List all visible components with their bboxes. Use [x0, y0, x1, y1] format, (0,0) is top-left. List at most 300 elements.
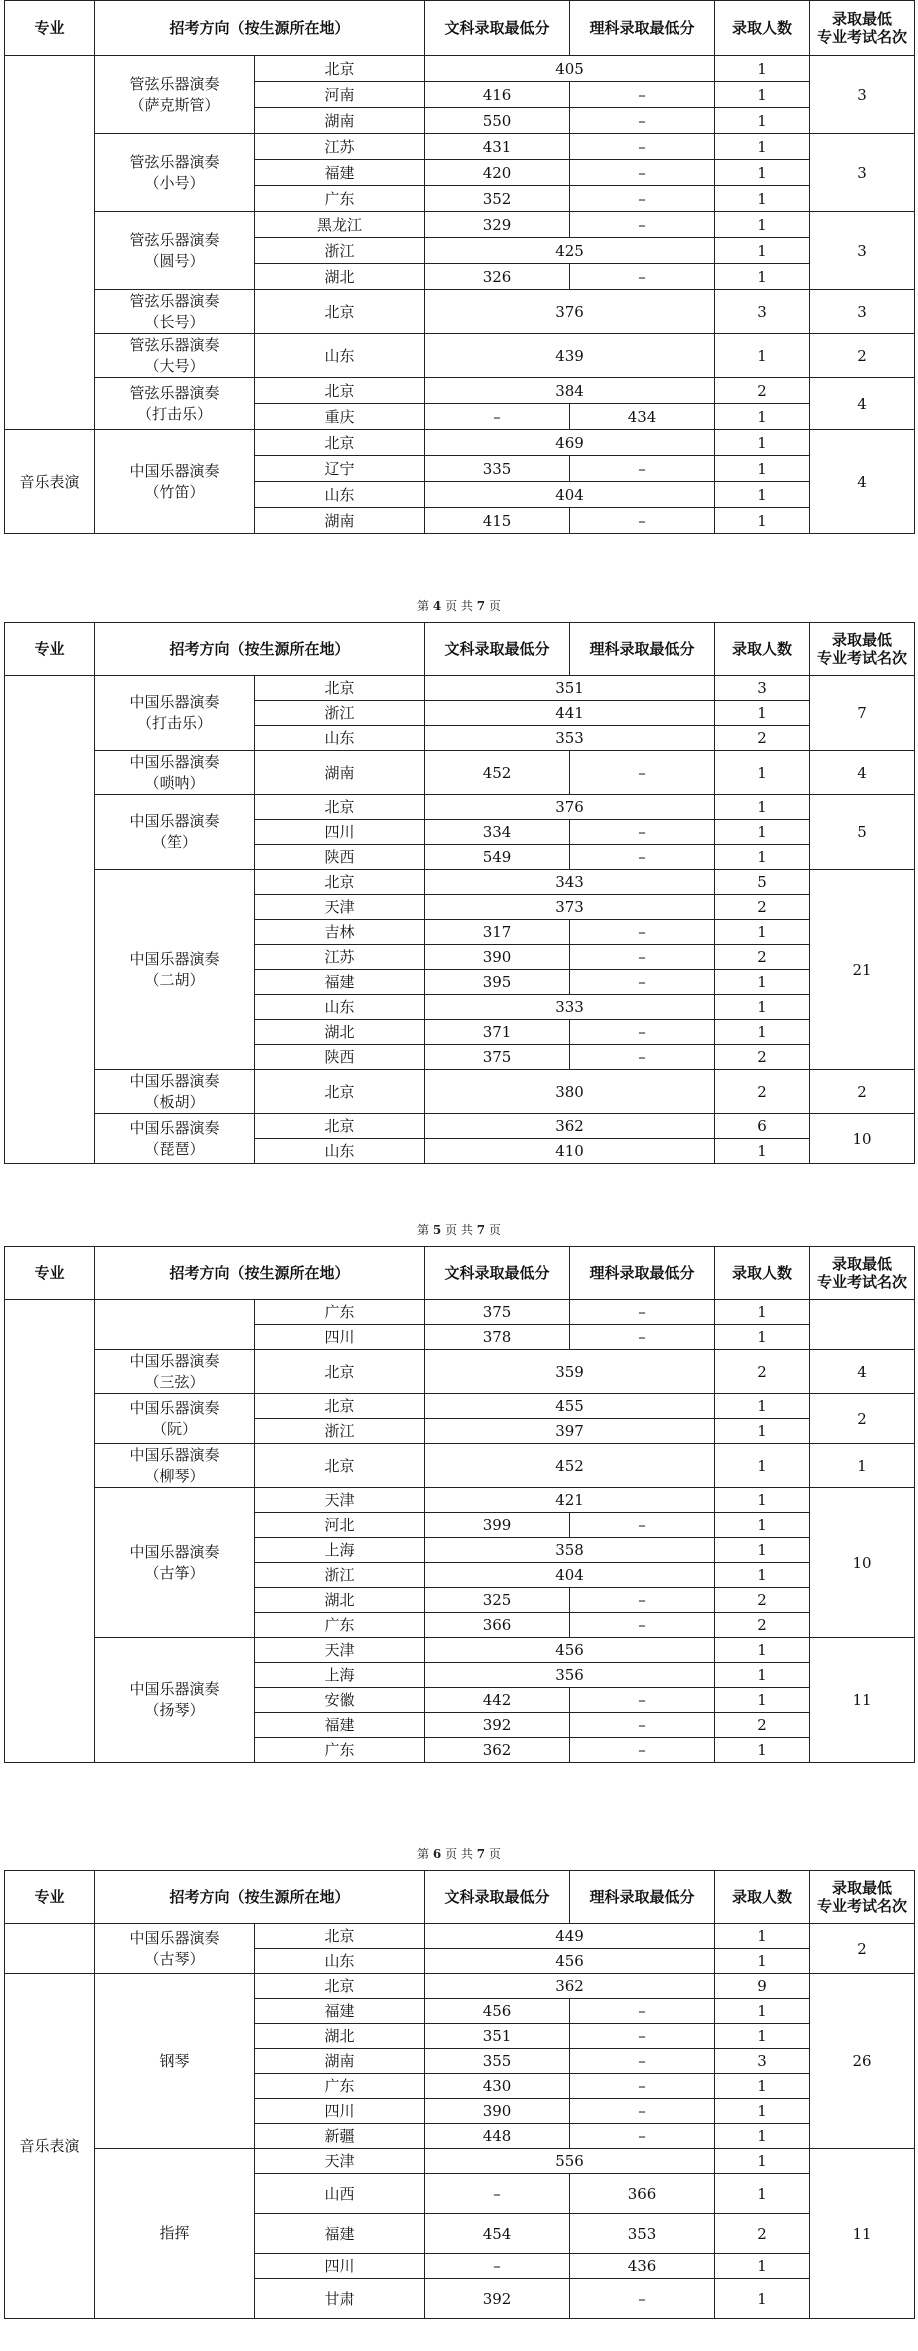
table-row [5, 751, 915, 795]
arts-min-cell: 416 [425, 82, 570, 108]
science-min-cell: – [570, 751, 715, 795]
min-score-cell: 410 [425, 1139, 715, 1164]
science-min-cell: – [570, 508, 715, 534]
header-row [5, 1871, 915, 1924]
admitted-cell: 1 [715, 456, 810, 482]
admitted-cell: 1 [715, 212, 810, 238]
province-cell: 北京 [255, 1350, 425, 1394]
rank-cell: 3 [810, 212, 915, 290]
direction-instrument: （柳琴） [144, 1466, 205, 1485]
arts-min-cell: 392 [425, 1713, 570, 1738]
rank-cell: 11 [810, 2149, 915, 2319]
rank-cell: 10 [810, 1488, 915, 1638]
direction-instrument: （板胡） [144, 1092, 205, 1111]
arts-min-cell: 395 [425, 970, 570, 995]
admitted-cell: 1 [715, 970, 810, 995]
rank-cell: 2 [810, 1394, 915, 1444]
direction-name: 中国乐器演奏 [129, 1071, 220, 1090]
science-min-cell: – [570, 134, 715, 160]
province-cell: 甘肃 [255, 2279, 425, 2319]
min-score-cell: 449 [425, 1924, 715, 1949]
admitted-cell: 2 [715, 726, 810, 751]
admitted-cell: 1 [715, 334, 810, 378]
science-min-cell: – [570, 1999, 715, 2024]
admitted-cell: 1 [715, 845, 810, 870]
admitted-cell: 1 [715, 1394, 810, 1419]
admitted-cell: 2 [715, 1045, 810, 1070]
direction-cell [95, 1444, 255, 1488]
admitted-cell: 1 [715, 1444, 810, 1488]
science-min-cell: – [570, 2124, 715, 2149]
admission-table-section [4, 622, 914, 1164]
direction-cell [95, 134, 255, 212]
arts-min-cell: 456 [425, 1999, 570, 2024]
direction-name: 指挥 [159, 2224, 190, 2242]
arts-min-cell: 325 [425, 1588, 570, 1613]
min-score-cell: 353 [425, 726, 715, 751]
province-cell: 广东 [255, 1738, 425, 1763]
direction-name: 管弦乐器演奏 [129, 383, 220, 402]
arts-min-cell: 550 [425, 108, 570, 134]
science-min-cell: – [570, 1300, 715, 1325]
admitted-cell: 1 [715, 795, 810, 820]
science-min-cell: – [570, 456, 715, 482]
rank-cell: 3 [810, 134, 915, 212]
direction-name: 中国乐器演奏 [129, 752, 220, 771]
rank-cell: 4 [810, 1350, 915, 1394]
province-cell: 四川 [255, 2099, 425, 2124]
province-cell: 北京 [255, 1444, 425, 1488]
province-cell: 湖南 [255, 108, 425, 134]
header-admitted: 录取人数 [715, 623, 810, 676]
table-row [5, 1638, 915, 1663]
table-row [5, 1114, 915, 1139]
direction-instrument: （古筝） [144, 1563, 205, 1582]
header-direction: 招考方向（按生源所在地） [95, 1247, 425, 1300]
arts-min-cell: 454 [425, 2214, 570, 2254]
arts-min-cell: 549 [425, 845, 570, 870]
admitted-cell: 1 [715, 1300, 810, 1325]
min-score-cell: 405 [425, 56, 715, 82]
direction-name: 中国乐器演奏 [129, 949, 220, 968]
major-cell [5, 1924, 95, 1974]
direction-name: 中国乐器演奏 [129, 1542, 220, 1561]
admitted-cell: 1 [715, 82, 810, 108]
province-cell: 北京 [255, 1114, 425, 1139]
province-cell: 山东 [255, 482, 425, 508]
min-score-cell: 333 [425, 995, 715, 1020]
province-cell: 安徽 [255, 1688, 425, 1713]
admitted-cell: 1 [715, 1538, 810, 1563]
direction-instrument: （古琴） [144, 1949, 205, 1968]
major-cell [5, 56, 95, 430]
arts-min-cell: 375 [425, 1300, 570, 1325]
arts-min-cell: – [425, 2174, 570, 2214]
province-cell: 山东 [255, 995, 425, 1020]
min-score-cell: 362 [425, 1114, 715, 1139]
rank-cell: 11 [810, 1638, 915, 1763]
province-cell: 福建 [255, 1999, 425, 2024]
admitted-cell: 1 [715, 134, 810, 160]
min-score-cell: 556 [425, 2149, 715, 2174]
admitted-cell: 2 [715, 378, 810, 404]
arts-min-cell: 431 [425, 134, 570, 160]
header-admitted: 录取人数 [715, 1871, 810, 1924]
science-min-cell: 366 [570, 2174, 715, 2214]
footer-prefix: 第 [417, 1223, 433, 1237]
admitted-cell: 1 [715, 56, 810, 82]
province-cell: 湖北 [255, 2024, 425, 2049]
direction-name: 管弦乐器演奏 [129, 74, 220, 93]
major-cell: 音乐表演 [5, 430, 95, 534]
direction-name: 管弦乐器演奏 [129, 291, 220, 310]
province-cell: 天津 [255, 895, 425, 920]
direction-name: 中国乐器演奏 [129, 1445, 220, 1464]
province-cell: 北京 [255, 795, 425, 820]
admission-table [4, 1246, 915, 1763]
province-cell: 新疆 [255, 2124, 425, 2149]
province-cell: 湖南 [255, 751, 425, 795]
header-major: 专业 [5, 1871, 95, 1924]
header-admitted: 录取人数 [715, 1247, 810, 1300]
direction-name: 中国乐器演奏 [129, 1351, 220, 1370]
admitted-cell: 1 [715, 108, 810, 134]
rank-cell: 3 [810, 290, 915, 334]
header-science-min: 理科录取最低分 [570, 1871, 715, 1924]
rank-cell: 2 [810, 334, 915, 378]
min-score-cell: 439 [425, 334, 715, 378]
direction-cell [95, 1488, 255, 1638]
admitted-cell: 1 [715, 1513, 810, 1538]
rank-cell: 4 [810, 378, 915, 430]
admitted-cell: 1 [715, 701, 810, 726]
admitted-cell: 2 [715, 895, 810, 920]
arts-min-cell: 352 [425, 186, 570, 212]
header-science-min: 理科录取最低分 [570, 1247, 715, 1300]
admitted-cell: 2 [715, 2214, 810, 2254]
science-min-cell: – [570, 160, 715, 186]
science-min-cell: – [570, 108, 715, 134]
province-cell: 广东 [255, 1613, 425, 1638]
header-arts-min: 文科录取最低分 [425, 1, 570, 56]
direction-instrument: （打击乐） [136, 714, 212, 732]
province-cell: 广东 [255, 186, 425, 212]
direction-cell [95, 751, 255, 795]
arts-min-cell: 430 [425, 2074, 570, 2099]
header-direction: 招考方向（按生源所在地） [95, 623, 425, 676]
arts-min-cell: 355 [425, 2049, 570, 2074]
direction-cell [95, 2149, 255, 2319]
province-cell: 吉林 [255, 920, 425, 945]
table-row [5, 134, 915, 160]
rank-cell: 4 [810, 751, 915, 795]
min-score-cell: 373 [425, 895, 715, 920]
header-rank [810, 623, 915, 676]
header-rank-line2: 专业考试名次 [817, 649, 908, 667]
min-score-cell: 384 [425, 378, 715, 404]
province-cell: 上海 [255, 1663, 425, 1688]
rank-cell: 7 [810, 676, 915, 751]
arts-min-cell: 317 [425, 920, 570, 945]
science-min-cell: – [570, 186, 715, 212]
table-row [5, 2149, 915, 2174]
science-min-cell: – [570, 1613, 715, 1638]
science-min-cell: – [570, 970, 715, 995]
province-cell: 湖北 [255, 1588, 425, 1613]
direction-name: 中国乐器演奏 [129, 693, 220, 711]
arts-min-cell: 452 [425, 751, 570, 795]
footer-mid: 页 共 [441, 1223, 477, 1237]
admitted-cell: 2 [715, 1613, 810, 1638]
science-min-cell: 353 [570, 2214, 715, 2254]
science-min-cell: – [570, 820, 715, 845]
min-score-cell: 351 [425, 676, 715, 701]
direction-instrument: （阮） [151, 1419, 197, 1438]
page-number-footer [4, 1845, 914, 1862]
admitted-cell: 1 [715, 1563, 810, 1588]
science-min-cell: – [570, 2279, 715, 2319]
admitted-cell: 1 [715, 1488, 810, 1513]
header-direction: 招考方向（按生源所在地） [95, 1871, 425, 1924]
province-cell: 北京 [255, 676, 425, 701]
province-cell: 天津 [255, 1638, 425, 1663]
admission-table-section [4, 1246, 914, 1763]
arts-min-cell: – [425, 2254, 570, 2279]
province-cell: 福建 [255, 2214, 425, 2254]
province-cell: 河北 [255, 1513, 425, 1538]
footer-total: 7 [476, 599, 486, 613]
province-cell: 山东 [255, 334, 425, 378]
table-row [5, 1070, 915, 1114]
min-score-cell: 376 [425, 290, 715, 334]
province-cell: 北京 [255, 290, 425, 334]
admission-table-section [4, 0, 914, 534]
science-min-cell: – [570, 1738, 715, 1763]
direction-name: 中国乐器演奏 [129, 1118, 220, 1137]
province-cell: 广东 [255, 1300, 425, 1325]
footer-page: 6 [432, 1847, 442, 1861]
admitted-cell: 1 [715, 1638, 810, 1663]
footer-page: 5 [432, 1223, 442, 1237]
table-row [5, 334, 915, 378]
science-min-cell: 434 [570, 404, 715, 430]
arts-min-cell: – [425, 404, 570, 430]
table-row [5, 1924, 915, 1949]
header-arts-min: 文科录取最低分 [425, 623, 570, 676]
rank-cell: 1 [810, 1444, 915, 1488]
min-score-cell: 380 [425, 1070, 715, 1114]
admitted-cell: 9 [715, 1974, 810, 1999]
rank-cell [810, 1300, 915, 1350]
min-score-cell: 397 [425, 1419, 715, 1444]
direction-cell [95, 430, 255, 534]
table-row [5, 290, 915, 334]
admitted-cell: 5 [715, 870, 810, 895]
direction-cell [95, 56, 255, 134]
province-cell: 广东 [255, 2074, 425, 2099]
admission-table [4, 0, 915, 534]
admitted-cell: 1 [715, 2254, 810, 2279]
admitted-cell: 1 [715, 2149, 810, 2174]
arts-min-cell: 371 [425, 1020, 570, 1045]
table-row [5, 1488, 915, 1513]
admitted-cell: 1 [715, 1688, 810, 1713]
province-cell: 北京 [255, 430, 425, 456]
rank-cell: 3 [810, 56, 915, 134]
rank-cell: 10 [810, 1114, 915, 1164]
header-rank-line1: 录取最低 [832, 1255, 893, 1273]
rank-cell: 5 [810, 795, 915, 870]
province-cell: 山东 [255, 1949, 425, 1974]
direction-instrument: （大号） [144, 356, 205, 375]
table-row [5, 1350, 915, 1394]
admission-table [4, 1870, 915, 2319]
footer-total: 7 [476, 1847, 486, 1861]
direction-cell [95, 290, 255, 334]
province-cell: 福建 [255, 1713, 425, 1738]
province-cell: 福建 [255, 970, 425, 995]
rank-cell: 21 [810, 870, 915, 1070]
province-cell: 浙江 [255, 238, 425, 264]
rank-cell: 2 [810, 1070, 915, 1114]
direction-cell [95, 212, 255, 290]
direction-instrument: （竹笛） [144, 482, 205, 501]
header-science-min: 理科录取最低分 [570, 1, 715, 56]
direction-name: 钢琴 [159, 2051, 190, 2070]
direction-cell [95, 1350, 255, 1394]
table-row [5, 430, 915, 456]
arts-min-cell: 378 [425, 1325, 570, 1350]
min-score-cell: 421 [425, 1488, 715, 1513]
header-rank-line1: 录取最低 [832, 10, 893, 28]
province-cell: 浙江 [255, 1419, 425, 1444]
footer-suffix: 页 [485, 1223, 501, 1237]
direction-instrument: （萨克斯管） [129, 95, 220, 114]
province-cell: 四川 [255, 1325, 425, 1350]
header-direction: 招考方向（按生源所在地） [95, 1, 425, 56]
province-cell: 湖北 [255, 264, 425, 290]
admitted-cell: 1 [715, 508, 810, 534]
major-cell [5, 676, 95, 1164]
min-score-cell: 359 [425, 1350, 715, 1394]
table-row [5, 212, 915, 238]
min-score-cell: 469 [425, 430, 715, 456]
admitted-cell: 1 [715, 2074, 810, 2099]
table-row [5, 378, 915, 404]
province-cell: 江苏 [255, 134, 425, 160]
admitted-cell: 2 [715, 1713, 810, 1738]
header-row [5, 623, 915, 676]
direction-instrument: （三弦） [144, 1372, 205, 1391]
science-min-cell: – [570, 845, 715, 870]
province-cell: 河南 [255, 82, 425, 108]
direction-cell [95, 1114, 255, 1164]
arts-min-cell: 415 [425, 508, 570, 534]
admission-table [4, 622, 915, 1164]
arts-min-cell: 334 [425, 820, 570, 845]
direction-cell [95, 1924, 255, 1974]
arts-min-cell: 442 [425, 1688, 570, 1713]
arts-min-cell: 390 [425, 2099, 570, 2124]
science-min-cell: – [570, 264, 715, 290]
direction-instrument: （小号） [144, 173, 205, 192]
admitted-cell: 2 [715, 1588, 810, 1613]
arts-min-cell: 392 [425, 2279, 570, 2319]
science-min-cell: – [570, 2049, 715, 2074]
header-arts-min: 文科录取最低分 [425, 1247, 570, 1300]
direction-instrument: （琵琶） [144, 1139, 205, 1158]
science-min-cell: – [570, 1688, 715, 1713]
province-cell: 北京 [255, 1924, 425, 1949]
footer-page: 4 [432, 599, 442, 613]
arts-min-cell: 399 [425, 1513, 570, 1538]
min-score-cell: 441 [425, 701, 715, 726]
province-cell: 陕西 [255, 1045, 425, 1070]
arts-min-cell: 362 [425, 1738, 570, 1763]
direction-name: 管弦乐器演奏 [129, 152, 220, 171]
province-cell: 山东 [255, 1139, 425, 1164]
province-cell: 辽宁 [255, 456, 425, 482]
footer-prefix: 第 [417, 599, 433, 613]
direction-instrument: （圆号） [144, 251, 205, 270]
province-cell: 浙江 [255, 701, 425, 726]
arts-min-cell: 329 [425, 212, 570, 238]
admitted-cell: 1 [715, 264, 810, 290]
admitted-cell: 2 [715, 945, 810, 970]
province-cell: 四川 [255, 2254, 425, 2279]
header-rank-line2: 专业考试名次 [817, 1897, 908, 1915]
admitted-cell: 1 [715, 1325, 810, 1350]
header-rank [810, 1871, 915, 1924]
direction-cell [95, 1638, 255, 1763]
admitted-cell: 1 [715, 2279, 810, 2319]
province-cell: 重庆 [255, 404, 425, 430]
header-admitted: 录取人数 [715, 1, 810, 56]
science-min-cell: – [570, 212, 715, 238]
province-cell: 北京 [255, 1394, 425, 1419]
major-cell: 音乐表演 [5, 1974, 95, 2319]
rank-cell: 4 [810, 430, 915, 534]
header-science-min: 理科录取最低分 [570, 623, 715, 676]
direction-instrument: （二胡） [144, 970, 205, 989]
footer-prefix: 第 [417, 1847, 433, 1861]
province-cell: 北京 [255, 1070, 425, 1114]
direction-name: 中国乐器演奏 [129, 1398, 220, 1417]
page-number-footer [4, 1221, 914, 1238]
province-cell: 北京 [255, 870, 425, 895]
admitted-cell: 3 [715, 290, 810, 334]
min-score-cell: 362 [425, 1974, 715, 1999]
science-min-cell: – [570, 1045, 715, 1070]
arts-min-cell: 366 [425, 1613, 570, 1638]
province-cell: 湖北 [255, 1020, 425, 1045]
min-score-cell: 456 [425, 1638, 715, 1663]
admitted-cell: 1 [715, 1738, 810, 1763]
admitted-cell: 1 [715, 920, 810, 945]
table-row [5, 1444, 915, 1488]
province-cell: 福建 [255, 160, 425, 186]
science-min-cell: – [570, 1513, 715, 1538]
rank-cell: 26 [810, 1974, 915, 2149]
table-row [5, 1974, 915, 1999]
header-arts-min: 文科录取最低分 [425, 1871, 570, 1924]
arts-min-cell: 351 [425, 2024, 570, 2049]
admitted-cell: 1 [715, 1139, 810, 1164]
admitted-cell: 1 [715, 404, 810, 430]
admitted-cell: 1 [715, 2124, 810, 2149]
header-rank-line2: 专业考试名次 [817, 28, 908, 46]
admitted-cell: 3 [715, 2049, 810, 2074]
